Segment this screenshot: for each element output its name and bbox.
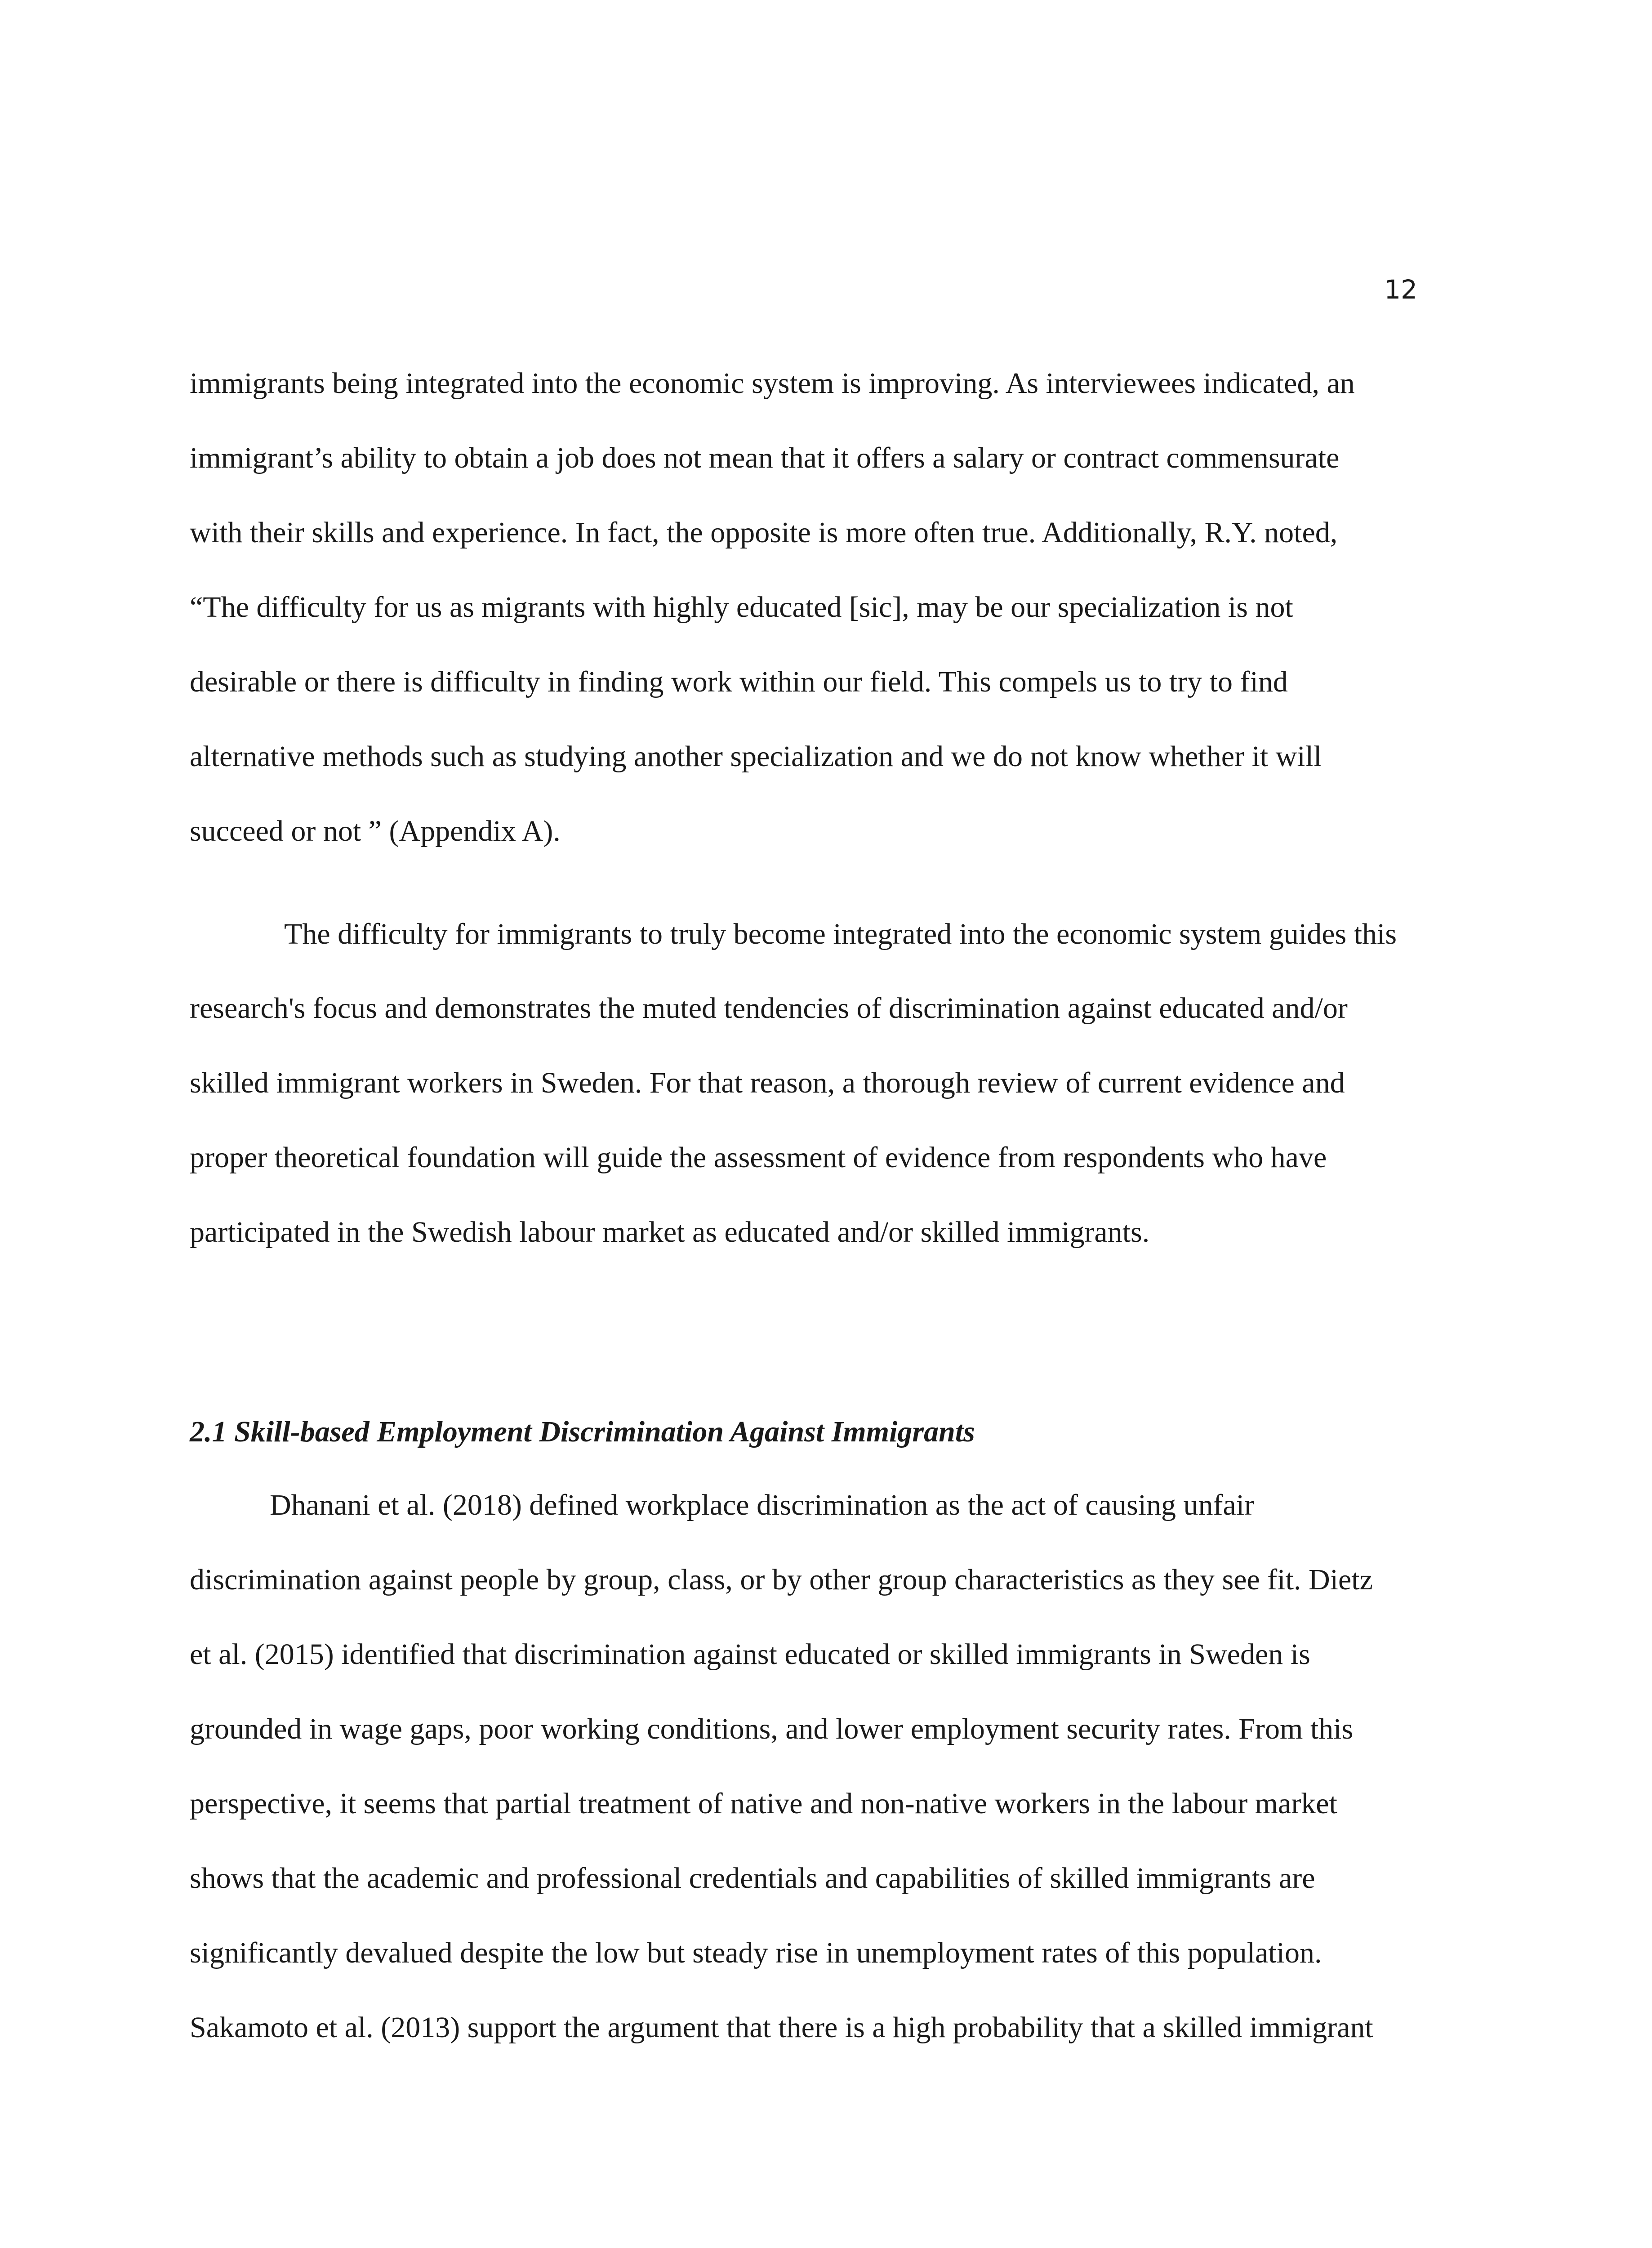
text-line: discrimination against people by group, class, or by other group characteristics as they see fit. Dietz [190, 1563, 1373, 1596]
text-line: participated in the Swedish labour market as educated and/or skilled immigrants. [190, 1216, 1150, 1249]
text-line: proper theoretical foundation will guide the assessment of evidence from respondents who have [190, 1141, 1327, 1174]
text-line: alternative methods such as studying another specialization and we do not know whether it will [190, 740, 1322, 773]
text-line: grounded in wage gaps, poor working conditions, and lower employment security rates. From this [190, 1713, 1354, 1745]
text-line: et al. (2015) identified that discrimination against educated or skilled immigrants in Sweden is [190, 1638, 1310, 1671]
text-line: shows that the academic and professional credentials and capabilities of skilled immigrants are [190, 1862, 1315, 1895]
text-line: “The difficulty for us as migrants with highly educated [sic], may be our specialization is not [190, 591, 1293, 624]
text-line: Dhanani et al. (2018) defined workplace discrimination as the act of causing unfair [270, 1489, 1255, 1521]
text-line: with their skills and experience. In fact, the opposite is more often true. Additionally, R.Y. noted, [190, 516, 1338, 549]
text-line: immigrants being integrated into the economic system is improving. As interviewees indicated, an [190, 367, 1355, 400]
section-heading: 2.1 Skill-based Employment Discrimination Against Immigrants [190, 1415, 975, 1448]
text-line: immigrant’s ability to obtain a job does not mean that it offers a salary or contract commensurate [190, 442, 1340, 474]
text-line: The difficulty for immigrants to truly become integrated into the economic system guides this [284, 918, 1397, 950]
text-line: significantly devalued despite the low but steady rise in unemployment rates of this population. [190, 1936, 1322, 1969]
text-line: perspective, it seems that partial treatment of native and non-native workers in the labour market [190, 1787, 1337, 1820]
text-line: succeed or not ” (Appendix A). [190, 815, 561, 847]
page-number: 12 [1384, 274, 1417, 305]
text-line: Sakamoto et al. (2013) support the argument that there is a high probability that a skilled immigrant [190, 2011, 1373, 2044]
text-line: skilled immigrant workers in Sweden. For that reason, a thorough review of current evidence and [190, 1066, 1345, 1099]
text-line: desirable or there is difficulty in finding work within our field. This compels us to try to find [190, 665, 1288, 698]
text-line: research's focus and demonstrates the muted tendencies of discrimination against educated and/or [190, 992, 1348, 1025]
